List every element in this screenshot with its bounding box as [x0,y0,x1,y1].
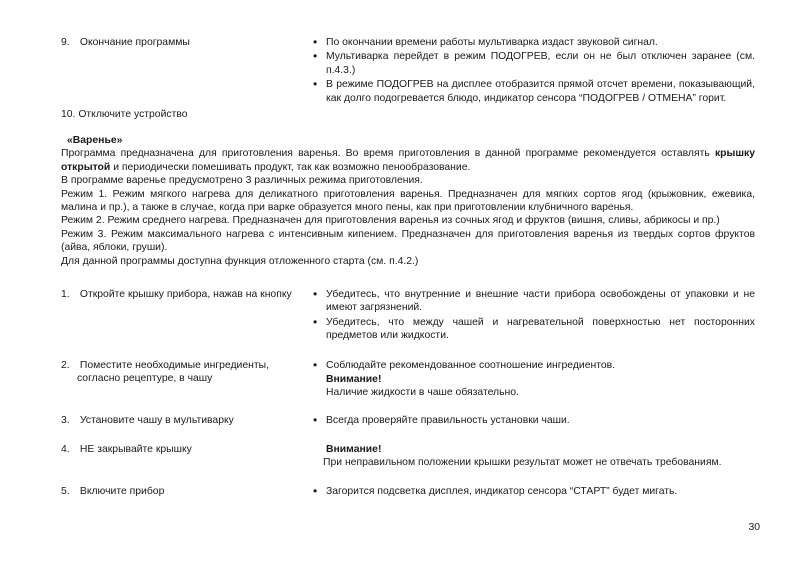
step-1 [61,288,301,301]
section-heading: «Варенье» [67,135,123,146]
attention-label: Внимание! [326,444,382,455]
step-number: 1. [61,289,70,300]
step-9-bullets [313,36,755,106]
step-4-note [323,443,753,470]
step-text-line2: согласно рецептуре, в чашу [77,373,213,385]
mode-2: Режим 2. Режим среднего нагрева. Предназначен для приготовления варенья из сочных ягод и фруктов (вишня, сливы, абрикосы и пр.) [61,215,720,227]
attention-label: Внимание! [326,374,382,385]
step-text: Включите прибор [79,486,165,497]
step-text: НЕ закрывайте крышку [79,444,192,455]
bullet-item: • Мультиварка перейдет в режим ПОДОГРЕВ, если он не был отключен заранее (см. п.4.3.) [313,50,755,77]
step-number: 3. [61,415,70,426]
step-3-bullets [313,414,755,428]
modes-count: В программе варенье предусмотрено 3 различных режима приготовления. [61,175,423,187]
attention-text: Наличие жидкости в чаше обязательно. [326,387,519,399]
intro-text: Программа предназначена для приготовления варенья. Во время приготовления в данной программе рекомендуется оставлять [61,148,710,160]
step-text-line1 [61,359,301,372]
step-3 [61,414,301,427]
step-number: 4. [61,444,70,455]
step-number: 2. [61,360,70,371]
bullet-item: • В режиме ПОДОГРЕВ на дисплее отобразится прямой отсчет времени, показывающий, как долго подогревается блюдо, индикатор сенсора “ПОДОГРЕВ / ОТМЕНА” горит. [313,78,755,105]
varenye-section [61,134,755,268]
step-number: 9. [61,37,70,48]
bullet-item: • Соблюдайте рекомендованное соотношение ингредиентов. [313,359,755,372]
bullet-item: • Убедитесь, что между чашей и нагревательной поверхностью нет посторонних предметов или жидкости. [313,316,755,343]
step-4 [61,443,301,456]
bullet-item: • По окончании времени работы мультиварка издаст звуковой сигнал. [313,36,755,49]
delayed-start-note: Для данной программы доступна функция отложенного старта (см. п.4.2.) [61,255,419,267]
step-2 [61,359,301,386]
step-text: Поместите необходимые ингредиенты, [79,360,269,371]
step-number: 5. [61,486,70,497]
page-number: 30 [748,521,760,533]
bullet-item: • Всегда проверяйте правильность установки чаши. [313,414,755,427]
step-2-note [326,373,519,400]
step-text: Откройте крышку прибора, нажав на кнопку [79,289,292,300]
intro-bold: крышку открытой [61,148,755,173]
step-5 [61,485,301,498]
bullet-item: • Убедитесь, что внутренние и внешние части прибора освобождены от упаковки и не имеют загрязнений. [313,288,755,315]
step-text: Окончание программы [79,37,190,48]
step-5-bullets [313,485,755,499]
intro-paragraph [61,147,755,174]
attention-text: При неправильном положении крышки результат может не отвечать требованиям. [323,457,722,469]
bullet-item: • Загорится подсветка дисплея, индикатор сенсора “СТАРТ” будет мигать. [313,485,755,498]
step-text: Установите чашу в мультиварку [79,415,234,426]
step-1-bullets [313,288,755,344]
step-10: 10. Отключите устройство [61,109,188,120]
step-2-bullets [313,359,755,373]
mode-1: Режим 1. Режим мягкого нагрева для деликатного приготовления варенья. Предназначен для мягких сортов ягод (крыжовник, ежевика, малина и пр.), а также в случае, когда при варке образуется много пены, как при приготовлении клубничного варенья. [61,188,755,214]
intro-text-cont: и периодически помешивать продукт, так как возможно пенообразование. [113,161,471,173]
mode-3: Режим 3. Режим максимального нагрева с интенсивным кипением. Предназначен для приготовления варенья из твердых сортов фруктов (айва, яблоки, груши). [61,228,755,254]
step-9 [61,36,301,49]
